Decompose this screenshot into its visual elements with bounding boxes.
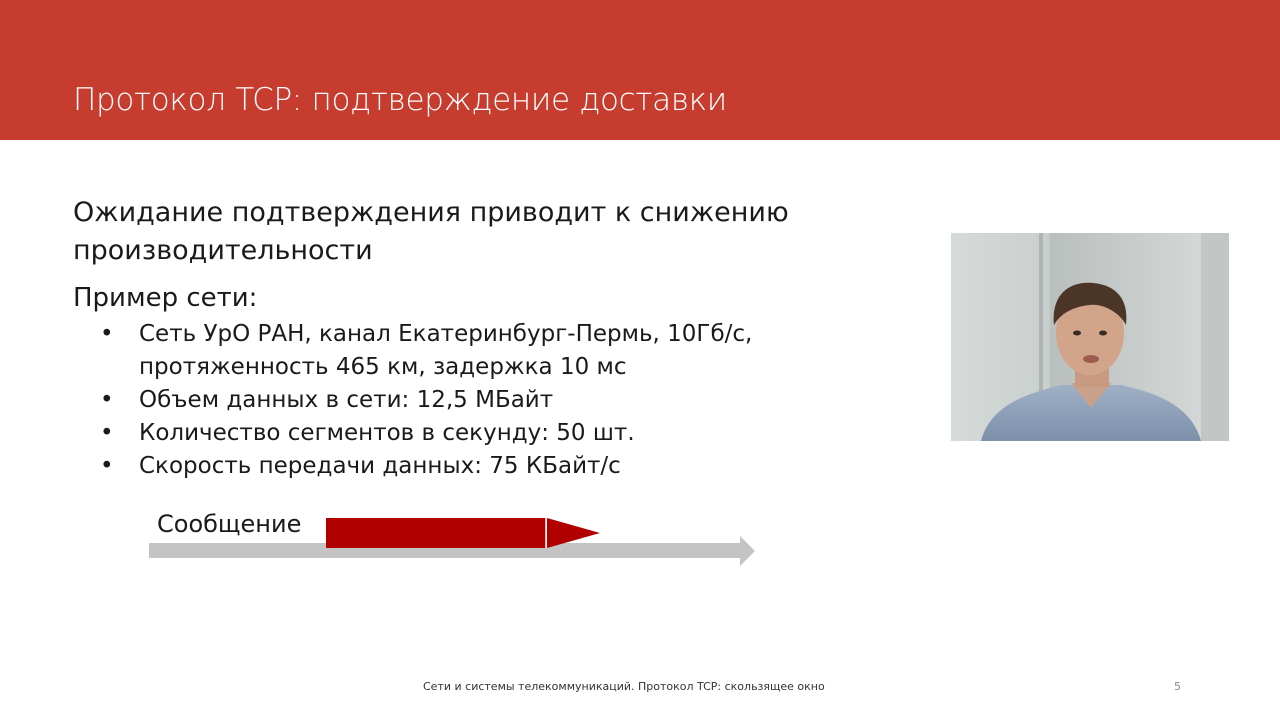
bullet-item-channel: • Сеть УрО РАН, канал Екатеринбург-Пермь, 10Гб/с, протяженность 465 км, задержка 10 мс (100, 318, 800, 384)
slide-title: Протокол TCP: подтверждение доставки (73, 82, 727, 118)
presenter-image (951, 233, 1229, 441)
message-label: Сообщение (157, 510, 302, 538)
presenter-video (951, 233, 1229, 441)
bullet-item-speed: • Скорость передачи данных: 75 КБайт/с (100, 450, 800, 483)
bullet-item-segments: • Количество сегментов в секунду: 50 шт. (100, 417, 800, 450)
page-number: 5 (1174, 680, 1181, 693)
footer-text: Сети и системы телекоммуникаций. Протокол TCP: скользящее окно (423, 680, 825, 693)
example-heading: Пример сети: (73, 283, 258, 313)
title-bar (0, 0, 1280, 140)
example-bullet-list (100, 318, 800, 483)
message-block (326, 518, 546, 548)
bullet-item-data-volume: • Объем данных в сети: 12,5 МБайт (100, 384, 800, 417)
lead-statement: Ожидание подтверждения приводит к снижению производительности (73, 197, 789, 266)
